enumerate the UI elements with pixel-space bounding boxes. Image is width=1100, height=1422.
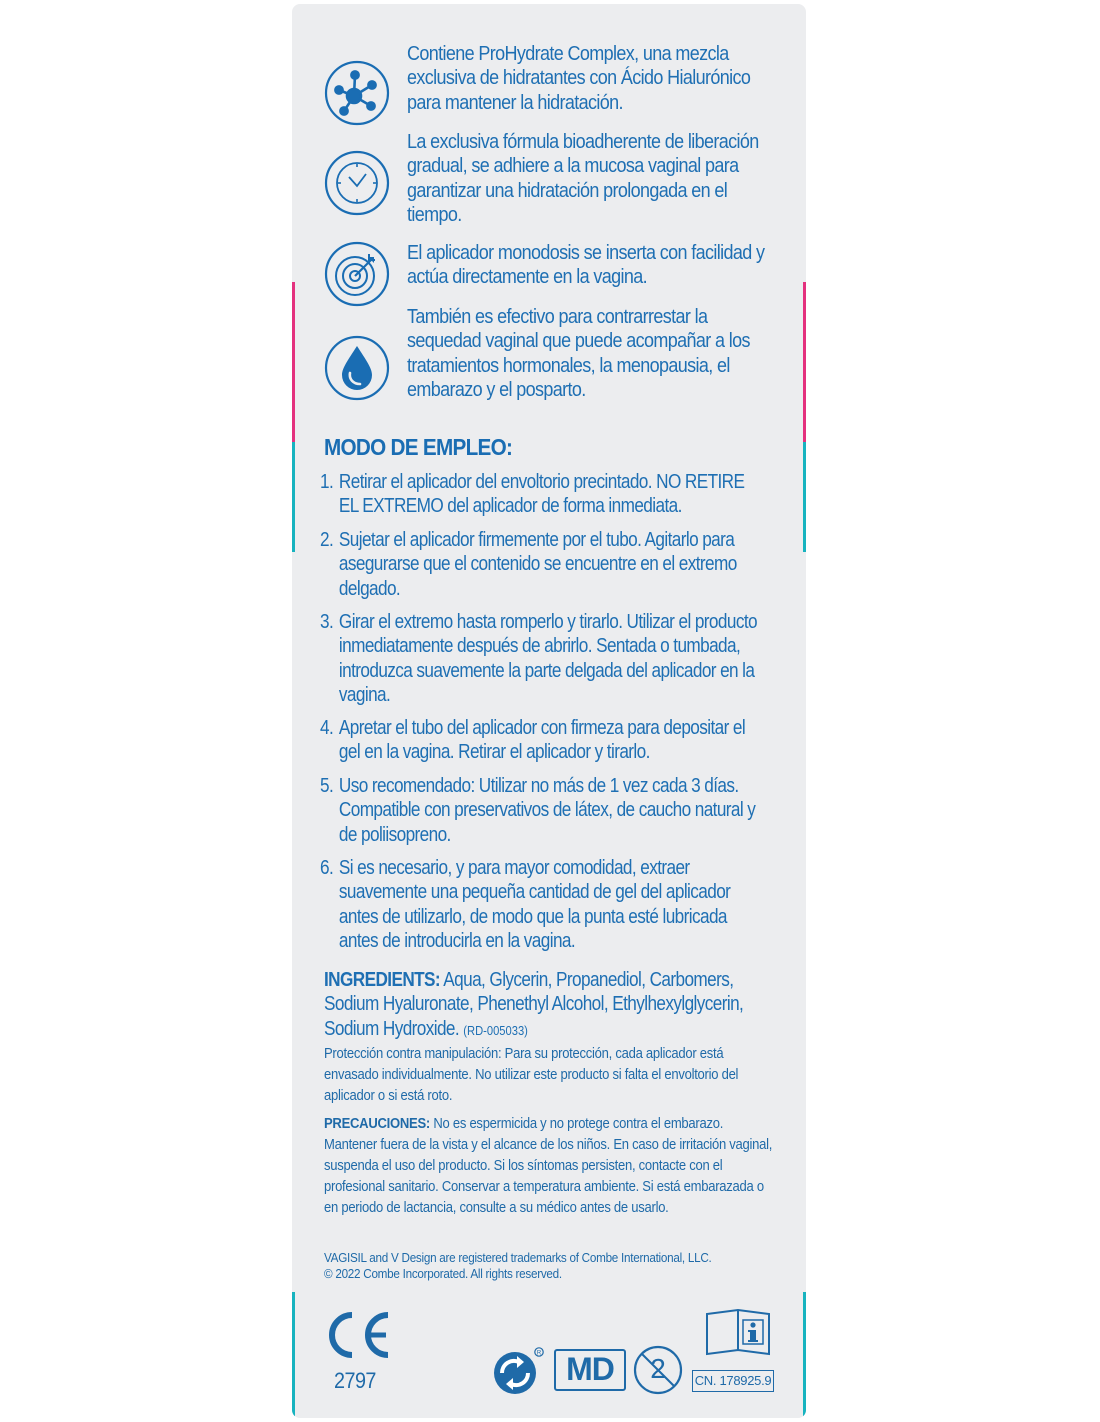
feature-text: Contiene ProHydrate Complex, una mezcla exclusiva de hidratantes con Ácido Hialurónico para mantener la hidratación.: [407, 43, 751, 114]
left-teal-edge-bottom: [292, 1292, 295, 1418]
target-icon: [324, 241, 390, 307]
molecule-icon: [324, 60, 390, 126]
usage-step: [320, 470, 767, 519]
step-number: 6.: [320, 857, 334, 879]
step-text: Uso recomendado: Utilizar no más de 1 vez cada 3 días. Compatible con preservativos de látex, de caucho natural y de poliisopreno.: [338, 775, 756, 846]
package-panel: [292, 4, 806, 1418]
national-code: CN. 178925.9: [692, 1370, 774, 1392]
usage-step: [320, 774, 767, 847]
precautions-text: No es espermicida y no protege contra el embarazo. Mantener fuera de la vista y el alcance de los niños. En caso de irritación vaginal, suspenda el uso del producto. Si los síntomas persisten, contacte con el profesional sanitario. Conservar a temperatura ambiente. Si está embarazada o en periodo de lactancia, consulte a su médico antes de usarlo.: [324, 1116, 773, 1216]
step-text: Retirar el aplicador del envoltorio precintado. NO RETIRE EL EXTREMO del aplicador de forma inmediata.: [338, 471, 745, 518]
feature-text: El aplicador monodosis se inserta con facilidad y actúa directamente en la vagina.: [407, 242, 765, 289]
left-teal-edge: [292, 442, 295, 552]
usage-step: [320, 856, 767, 953]
step-text: Si es necesario, y para mayor comodidad, extraer suavemente una pequeña cantidad de gel del aplicador antes de utilizarlo, de modo que la punta esté lubricada antes de introducirla en la vagina.: [338, 857, 731, 952]
single-use-icon: [632, 1344, 684, 1396]
drop-icon: [324, 335, 390, 401]
svg-text:R: R: [536, 1350, 542, 1357]
copyright-line: © 2022 Combe Incorporated. All rights reserved.: [324, 1266, 562, 1281]
tamper-notice: Protección contra manipulación: Para su protección, cada aplicador está envasado individualmente. No utilizar este producto si falta el envoltorio del aplicador o si está roto.: [324, 1046, 739, 1104]
right-teal-edge: [803, 442, 806, 552]
step-text: Girar el extremo hasta romperlo y tirarlo. Utilizar el producto inmediatamente después de abrirlo. Sentada o tumbada, introduzca suavemente la parte delgada del aplicador en la vagina.: [338, 611, 757, 706]
single-use-digit: 2: [650, 1353, 666, 1384]
instructions-book-icon: [704, 1306, 772, 1360]
ingredients: [324, 968, 788, 1043]
step-number: 4.: [320, 717, 334, 739]
right-teal-edge-bottom: [803, 1292, 806, 1418]
usage-step: [320, 528, 767, 601]
clock-icon: [324, 150, 390, 216]
trademark-line: VAGISIL and V Design are registered trademarks of Combe International, LLC.: [324, 1250, 712, 1265]
left-pink-edge: [292, 282, 295, 442]
step-number: 3.: [320, 611, 334, 633]
step-number: 1.: [320, 471, 334, 493]
step-text: Sujetar el aplicador firmemente por el tubo. Agitarlo para asegurarse que el contenido se encuentre en el extremo delgado.: [338, 529, 737, 600]
feature-text: También es efectivo para contrarrestar la sequedad vaginal que puede acompañar a los tratamientos hormonales, la menopausia, el embarazo y el posparto.: [407, 306, 750, 401]
usage-step: [320, 716, 767, 765]
usage-title: MODO DE EMPLEO:: [324, 434, 513, 460]
green-dot-icon: [492, 1344, 546, 1398]
ingredients-code: (RD-005033): [463, 1022, 528, 1038]
medical-device-badge: MD: [554, 1349, 626, 1391]
precautions-label: PRECAUCIONES:: [324, 1116, 430, 1132]
ingredients-label: INGREDIENTS:: [324, 969, 441, 991]
step-number: 5.: [320, 775, 334, 797]
ce-mark-icon: [322, 1309, 394, 1361]
feature-text: La exclusiva fórmula bioadherente de liberación gradual, se adhiere a la mucosa vaginal para garantizar una hidratación prolongada en el tiempo.: [407, 131, 759, 226]
legal-notice: [324, 1250, 774, 1282]
precautions: [324, 1114, 774, 1219]
ce-number: 2797: [334, 1368, 376, 1393]
step-number: 2.: [320, 529, 334, 551]
step-text: Apretar el tubo del aplicador con firmeza para depositar el gel en la vagina. Retirar el aplicador y tirarlo.: [338, 717, 746, 764]
right-pink-edge: [803, 282, 806, 442]
usage-step: [320, 610, 767, 707]
ingredients-text: Aqua, Glycerin, Propanediol, Carbomers, Sodium Hyaluronate, Phenethyl Alcohol, Ethylhexylglycerin, Sodium Hydroxide.: [324, 969, 744, 1040]
